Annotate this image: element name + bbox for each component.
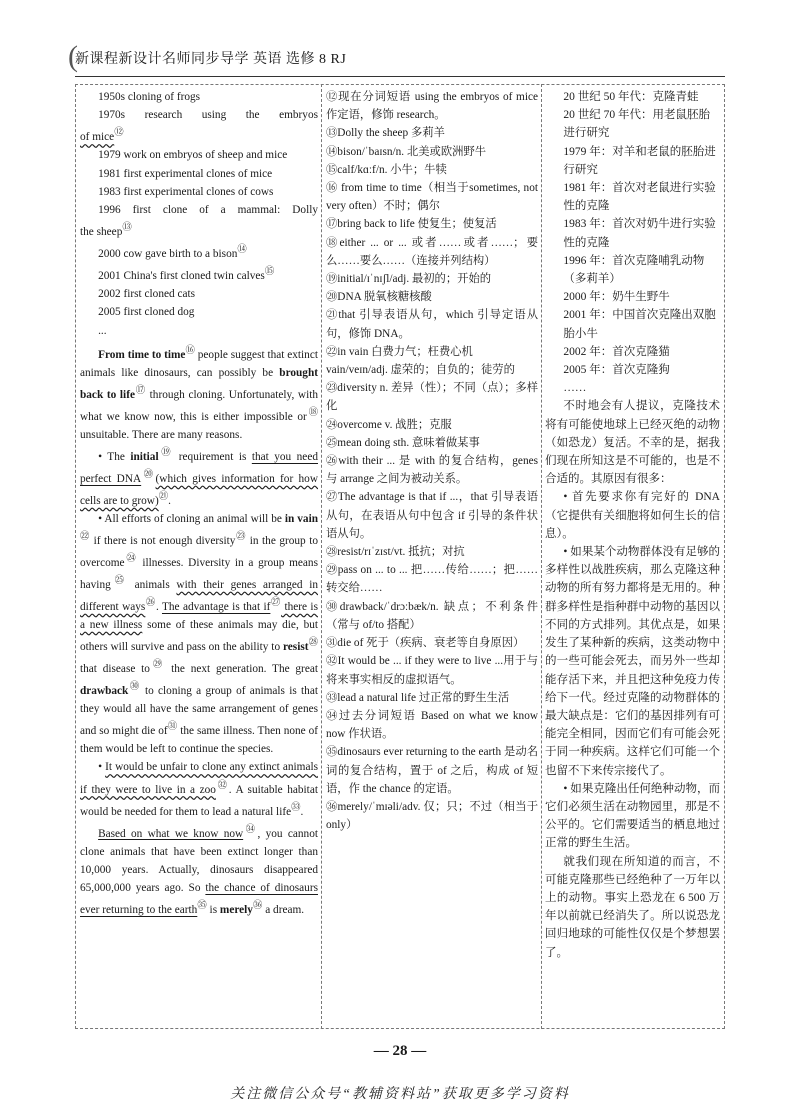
note-item: ㉕mean doing sth. 意味着做某事 — [326, 436, 480, 449]
note-item: ㉝lead a natural life 过正常的野生生活 — [326, 691, 510, 704]
paragraph-bullet-2 — [80, 510, 318, 759]
timeline-text: of mice — [80, 131, 115, 144]
translation-paragraph: • 如果克隆出任何绝种动物，而它们必须生活在动物园里，那是不公平的。它们需要适当的栖息地过正常的野生生活。 — [545, 782, 720, 850]
note-mark: ㉘ — [308, 638, 318, 649]
text: some of these animals may die, but others will survive and pass on the ability to — [80, 619, 318, 653]
text: • The — [98, 450, 131, 463]
text: . — [155, 600, 162, 613]
note-mark: ㉟ — [197, 901, 207, 912]
text: people suggest that extinct animals like dinosaurs, can possibly be — [80, 348, 318, 379]
translation-timeline-item: 2000 年：奶牛生野牛 — [563, 291, 670, 304]
text: . A suitable habitat would be needed for them to lead a natural life — [80, 783, 318, 818]
page-corner-bracket: ( — [68, 40, 78, 73]
note-item: ㊱merely/ˈmɪəli/adv. 仅；只；不过（相当于 only） — [326, 800, 538, 832]
timeline-text: the sheep — [80, 225, 123, 238]
note-mark: ㉖ — [145, 598, 156, 609]
note-item: vain/veɪn/adj. 虚荣的；自负的；徒劳的 — [326, 364, 515, 377]
english-passage — [80, 88, 318, 1023]
timeline-item — [80, 241, 318, 263]
timeline-item: 2002 first cloned cats — [98, 288, 196, 301]
note-mark: ⑯ — [185, 345, 195, 356]
note-mark: ㉛ — [167, 722, 178, 733]
timeline-item — [80, 201, 318, 219]
underlined-text: The advantage is that if — [161, 600, 271, 613]
text: • All efforts of cloning an animal will be — [98, 512, 285, 525]
timeline-item — [80, 219, 318, 241]
text: if there is not enough diversity — [90, 534, 236, 547]
text: requirement is — [173, 450, 252, 463]
note-mark: ㊱ — [252, 901, 263, 912]
note-mark: ⑳ — [141, 469, 156, 480]
timeline-item: 1983 first experimental clones of cows — [98, 185, 274, 198]
translation-timeline-item: 1996 年：首次克隆哺乳动物（多莉羊） — [563, 254, 705, 286]
timeline-text: 1996 first clone of a mammal: Dolly — [98, 203, 318, 216]
underlined-text: that you need perfect DNA — [80, 450, 318, 485]
note-item: ㉙pass on ... to ... 把……传给……；把……转交给…… — [326, 564, 538, 595]
note-item: ㉟dinosaurs ever returning to the earth 是动名词的复合结构，置于 of 之后，构成 of 短语，作 the chance 的定语。 — [326, 746, 538, 795]
timeline-text: 2000 cow gave birth to a bison — [98, 247, 238, 260]
note-mark: ⑱ — [306, 407, 318, 418]
note-item: ⑰bring back to life 使复生；使复活 — [326, 218, 497, 231]
timeline-text: 2001 China's first cloned twin calves — [98, 269, 265, 282]
note-item: ㉚drawback/ˈdrɔːbæk/n. 缺点；不利条件（常与 of/to 搭配） — [326, 600, 538, 631]
paragraph-bullet-1 — [80, 444, 318, 510]
timeline-text: 1970s research using the embryos — [98, 109, 318, 122]
timeline-item — [80, 124, 318, 146]
translation-timeline-item: 1983 年：首次对奶牛进行实验性的克隆 — [563, 218, 716, 249]
page-number: — 28 — — [373, 1043, 427, 1059]
text: illnesses. Diversity in a group means having — [80, 556, 318, 591]
timeline-item: 1981 first experimental clones of mice — [98, 167, 273, 180]
text: . — [168, 494, 171, 507]
timeline-item — [80, 106, 318, 124]
note-item: ㉑that 引导表语从句，which 引导定语从句，修饰 DNA。 — [326, 309, 538, 340]
column-divider-1 — [321, 84, 322, 1029]
translation-timeline-item: 1981 年：首次对老鼠进行实验性的克隆 — [563, 182, 716, 213]
text: • — [98, 761, 106, 774]
note-mark: ㉑ — [158, 491, 169, 502]
note-mark: ㉙ — [149, 660, 166, 671]
note-item: ㉜It would be ... if they were to live ...用于与将来事实相反的虚拟语气。 — [326, 655, 538, 686]
phrase: resist — [282, 640, 309, 653]
translation-timeline-item: 20 世纪 70 年代：用老鼠胚胎进行研究 — [563, 109, 711, 140]
note-item: ㉗The advantage is that if ...，that 引导表语从句，在表语从句中包含 if 引导的条件状语从句。 — [326, 491, 538, 540]
translation-paragraph: • 如果某个动物群体没有足够的多样性以战胜疾病，那么克隆这种动物的所有努力都将是无用的。种群多样性是指种群中动物的基因以不同的方式排列。其优点是，如果发生了某种新的疾病，这类动物中的一些可能会死去，而另外一些却能存活下来，并且把这种免疫力传给下一代。经过克隆的动物群体的最大缺点是：它们的基因排列有可能完全相同，因而它们有可能会死于同一种疾病。这样它们可能一个也留不下来传宗接代了。 — [545, 546, 720, 777]
note-mark: ㉞ — [243, 824, 258, 835]
text: , you cannot clone animals that have been extinct longer than 10,000 years. Actually, dinosaurs disappeared 65,000,000 years ago. So — [80, 827, 318, 894]
translation-paragraph: 就我们现在所知道的而言，不可能克隆那些已经绝种了一万年以上的动物。事实上恐龙在 6 500 万年以前就已经消失了。所以说恐龙回归地球的可能性仅仅是个梦想罢了。 — [545, 855, 720, 959]
text: the same illness. Then none of them would be left to continue the species. — [80, 725, 318, 756]
page-header: 新课程新设计名师同步导学 英语 选修 8 RJ — [75, 52, 347, 67]
note-mark: ㉚ — [128, 682, 141, 693]
note-item: ㉔overcome v. 战胜；克服 — [326, 418, 452, 431]
paragraph-intro — [80, 342, 318, 444]
phrase: initial — [130, 450, 159, 463]
note-item: ㉖with their ... 是 with 的复合结构，genes 与 arrange 之间为被动关系。 — [326, 455, 538, 486]
note-item: ㉘resist/rɪˈzɪst/vt. 抵抗；对抗 — [326, 546, 465, 559]
note-item: ⑯ from time to time（相当于sometimes, not very often）不时；偶尔 — [326, 182, 538, 213]
note-item: ⑳DNA 脱氧核糖核酸 — [326, 291, 432, 304]
vocabulary-notes — [326, 88, 538, 1023]
note-item: ㉛die of 死于（疾病、衰老等自身原因） — [326, 637, 525, 650]
timeline-item: 1950s cloning of frogs — [98, 91, 201, 103]
timeline-item: ... — [98, 324, 107, 337]
note-mark: ⑲ — [158, 448, 174, 459]
text: unsuitable. There are many reasons. — [80, 428, 243, 441]
text: a dream. — [262, 903, 305, 916]
note-item: ⑭bison/ˈbaɪsn/n. 北美或欧洲野牛 — [326, 145, 487, 158]
note-mark: ㉔ — [124, 554, 138, 565]
note-mark: ㉜ — [215, 780, 229, 791]
notes-list — [326, 88, 538, 834]
note-mark: ㉝ — [291, 802, 301, 813]
phrase: drawback — [80, 684, 129, 697]
text: through cloning. Unfortunately, with what we know now, this is either impossible or — [80, 388, 318, 423]
note-item: ⑲initial/ɪˈnɪʃl/adj. 最初的；开始的 — [326, 273, 492, 286]
text: . — [300, 805, 304, 818]
note-mark: ㉕ — [110, 576, 128, 587]
paragraph-bullet-3 — [80, 758, 318, 820]
note-item: ㉒in vain 白费力气；枉费心机 — [326, 345, 473, 358]
timeline-item — [80, 263, 318, 285]
phrase: in vain — [284, 512, 318, 525]
translation-paragraph: 不时地会有人提议，克隆技术将有可能使地球上已经灭绝的动物（如恐龙）复活。不幸的是，据我们现在所知这是不可能的，也是不合适的。其原因有很多： — [545, 400, 720, 486]
note-item: ⑫现在分词短语 using the embryos of mice 作定语，修饰 research。 — [326, 91, 538, 122]
note-mark: ㉒ — [80, 532, 91, 543]
text: is — [206, 903, 220, 916]
translation-timeline-item: 1979 年：对羊和老鼠的胚胎进行研究 — [563, 145, 716, 176]
note-mark: ⑭ — [237, 245, 247, 256]
translation-timeline — [545, 88, 720, 397]
note-mark: ㉓ — [235, 532, 247, 543]
translation-paragraph: • 首先要求你有完好的 DNA（它提供有关细胞将如何生长的信息）。 — [545, 491, 720, 540]
note-mark: ⑮ — [264, 267, 275, 278]
note-mark: ⑫ — [114, 128, 124, 139]
timeline-item: 2005 first cloned dog — [98, 306, 195, 319]
chinese-translation — [545, 88, 720, 1023]
text: the next generation. The great — [165, 662, 318, 675]
phrase: brought back to life — [80, 366, 318, 401]
note-item: ⑬Dolly the sheep 多莉羊 — [326, 127, 445, 140]
translation-timeline-item: 2002 年：首次克隆猫 — [563, 345, 670, 358]
note-item: ⑱either ... or ... 或者……或者……；要么……要么……（连接并列结构） — [326, 236, 538, 267]
text: that disease to — [80, 662, 150, 675]
underlined-text: (which gives information for how cells are to grow) — [80, 472, 318, 507]
phrase: merely — [219, 903, 253, 916]
column-divider-2 — [541, 84, 542, 1029]
footer-note: 关注微信公众号“教辅资料站”获取更多学习资料 — [230, 1087, 570, 1102]
header-rule — [75, 76, 725, 77]
phrase: From time to time — [98, 348, 186, 361]
text: to cloning a group of animals is that they would all have the same arrangement of genes and so might die of — [80, 684, 318, 738]
underlined-text: It would be unfair to clone any extinct animals if they were to live in a zoo — [80, 761, 318, 796]
text: animals — [127, 578, 177, 591]
underlined-text: the chance of dinosaurs ever returning to the earth — [80, 882, 318, 916]
translation-paragraphs — [545, 397, 720, 961]
paragraph-conclusion — [80, 821, 318, 920]
note-item: ⑮calf/kɑːf/n. 小牛；牛犊 — [326, 163, 447, 176]
note-mark: ⑰ — [134, 385, 147, 396]
underlined-text: with their genes arranged in different ways — [80, 578, 318, 613]
note-mark: ㉗ — [270, 598, 282, 609]
translation-timeline-item: 2005 年：首次克隆狗 — [563, 364, 670, 377]
note-item: ㉞过去分词短语 Based on what we know now 作状语。 — [326, 709, 538, 741]
note-mark: ⑬ — [122, 223, 132, 234]
timeline-item: 1979 work on embryos of sheep and mice — [98, 149, 288, 162]
underlined-text: there is a new illness — [80, 600, 318, 631]
note-item: ㉓diversity n. 差异（性）；不同（点）；多样化 — [326, 382, 538, 413]
timeline-list — [80, 88, 318, 340]
translation-timeline-item: …… — [563, 382, 587, 395]
translation-timeline-item: 2001 年：中国首次克隆出双胞胎小牛 — [563, 309, 716, 340]
translation-timeline-item: 20 世纪 50 年代：克隆青蛙 — [563, 91, 699, 103]
underlined-text: Based on what we know now — [98, 827, 244, 840]
text: in the group to overcome — [80, 534, 318, 569]
